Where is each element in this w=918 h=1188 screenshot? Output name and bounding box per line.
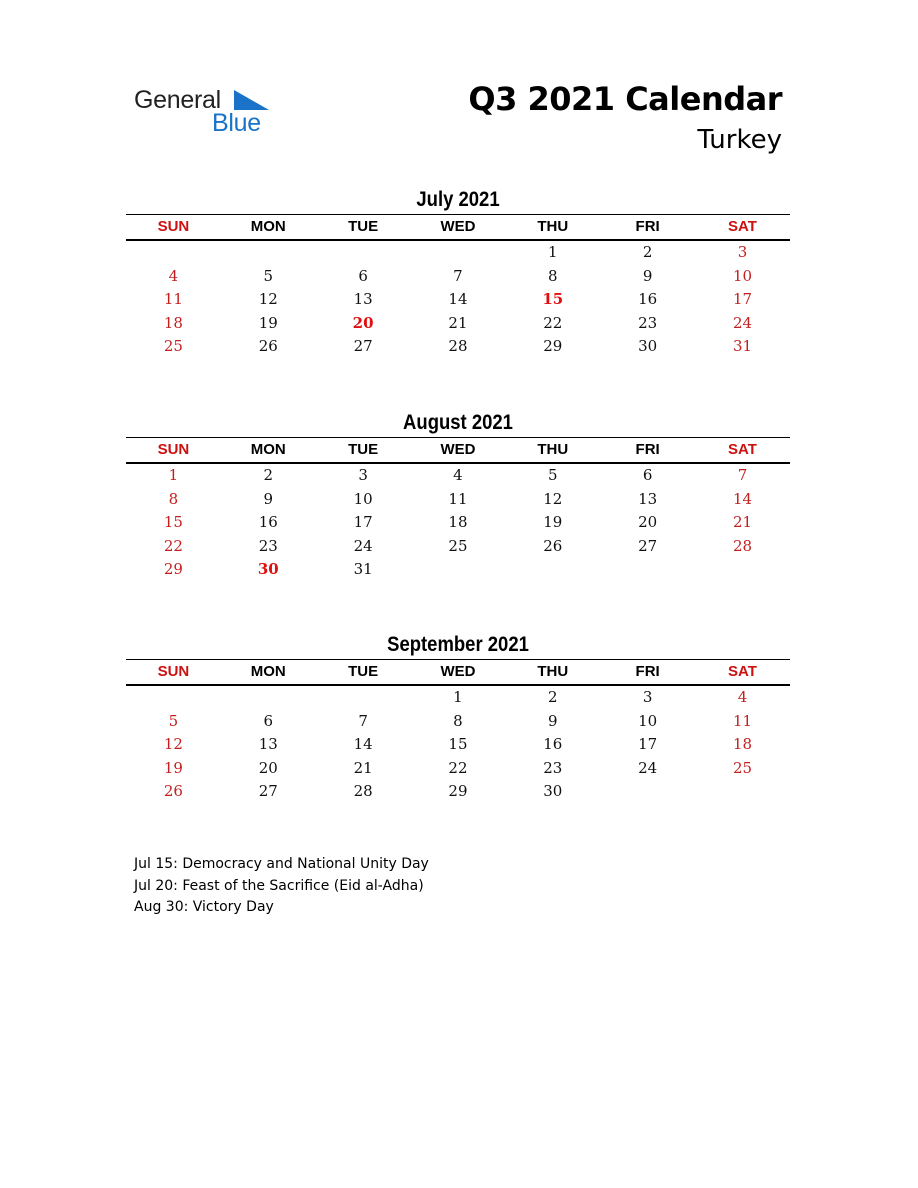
day-cell: 22	[448, 758, 468, 777]
week-row	[126, 710, 790, 734]
month-title: September 2021	[387, 633, 529, 656]
day-cell: 21	[732, 513, 753, 532]
month-july	[126, 187, 790, 359]
day-cell: 26	[163, 782, 183, 801]
day-cell: 9	[548, 711, 558, 730]
day-cell: 17	[353, 513, 373, 532]
day-cell: 6	[642, 466, 653, 484]
day-cell: 2	[263, 466, 274, 484]
day-cell: 15	[448, 735, 468, 754]
empty-day-cell	[411, 558, 506, 582]
day-cell: 8	[548, 266, 558, 285]
day-cell: 24	[353, 536, 373, 555]
empty-day-cell	[126, 241, 221, 265]
day-cell: 30	[543, 782, 563, 801]
weekday-sun: SUN	[157, 218, 190, 235]
day-cell: 30	[257, 560, 279, 579]
day-cell: 20	[638, 513, 658, 532]
day-cell: 14	[732, 489, 753, 508]
month-september	[126, 632, 790, 804]
month-august	[126, 410, 790, 582]
day-cell: 19	[163, 758, 183, 777]
week-row	[126, 464, 790, 488]
day-cell: 12	[163, 735, 183, 754]
day-cell: 29	[543, 337, 563, 356]
week-row	[126, 733, 790, 757]
page-title: Q3 2021 Calendar	[468, 80, 782, 118]
day-cell: 28	[732, 536, 753, 555]
day-cell: 6	[358, 266, 368, 285]
day-cell: 29	[163, 560, 183, 579]
week-row	[126, 288, 790, 312]
day-cell: 11	[448, 489, 468, 508]
day-cell: 10	[353, 489, 373, 508]
day-cell: 12	[258, 290, 278, 309]
empty-day-cell	[126, 686, 221, 710]
weekday-sun: SUN	[157, 663, 190, 680]
month-grid	[126, 241, 790, 359]
day-cell: 4	[453, 466, 463, 484]
weekday-header	[126, 214, 790, 241]
day-cell: 20	[258, 758, 278, 777]
day-cell: 5	[168, 711, 179, 730]
weekday-fri: FRI	[635, 218, 660, 235]
day-cell: 23	[638, 313, 658, 332]
day-cell: 23	[543, 758, 563, 777]
day-cell: 27	[638, 536, 658, 555]
day-cell: 21	[353, 758, 373, 777]
day-cell: 26	[258, 337, 278, 356]
day-cell: 7	[358, 711, 368, 730]
day-cell: 29	[448, 782, 468, 801]
day-cell: 25	[448, 536, 468, 555]
day-cell: 27	[258, 782, 278, 801]
week-row	[126, 241, 790, 265]
day-cell: 14	[448, 290, 468, 309]
day-cell: 5	[548, 466, 558, 484]
day-cell: 8	[168, 489, 179, 508]
weekday-fri: FRI	[635, 663, 660, 680]
day-cell: 8	[453, 711, 463, 730]
day-cell: 15	[163, 513, 183, 532]
month-grid	[126, 464, 790, 582]
weekday-mon: MON	[250, 663, 286, 680]
weekday-header	[126, 659, 790, 686]
weekday-header	[126, 437, 790, 464]
week-row	[126, 757, 790, 781]
day-cell: 6	[263, 711, 274, 730]
week-row	[126, 265, 790, 289]
day-cell: 17	[638, 735, 658, 754]
week-row	[126, 312, 790, 336]
day-cell: 1	[168, 466, 179, 484]
day-cell: 31	[732, 337, 753, 356]
day-cell: 13	[258, 735, 278, 754]
day-cell: 25	[732, 758, 753, 777]
week-row	[126, 535, 790, 559]
day-cell: 28	[353, 782, 373, 801]
day-cell: 1	[453, 688, 463, 706]
day-cell: 9	[263, 489, 274, 508]
week-row	[126, 780, 790, 804]
empty-day-cell	[221, 241, 316, 265]
day-cell: 30	[638, 337, 658, 356]
day-cell: 13	[353, 290, 373, 309]
logo-word-blue: Blue	[212, 109, 261, 137]
weekday-sat: SAT	[728, 441, 757, 458]
empty-day-cell	[316, 686, 411, 710]
day-cell: 18	[448, 513, 468, 532]
day-cell: 11	[732, 711, 753, 730]
day-cell: 2	[642, 243, 653, 261]
day-cell: 9	[642, 266, 653, 285]
day-cell: 3	[642, 688, 653, 706]
day-cell: 3	[358, 466, 368, 484]
weekday-sun: SUN	[157, 441, 190, 458]
empty-day-cell	[505, 558, 600, 582]
holiday-item: Aug 30: Victory Day	[134, 899, 274, 915]
day-cell: 18	[163, 313, 183, 332]
day-cell: 23	[258, 536, 278, 555]
week-row	[126, 488, 790, 512]
weekday-sat: SAT	[728, 663, 757, 680]
day-cell: 10	[732, 266, 753, 285]
day-cell: 1	[548, 243, 558, 261]
day-cell: 24	[638, 758, 658, 777]
day-cell: 12	[543, 489, 563, 508]
day-cell: 7	[737, 466, 748, 484]
empty-day-cell	[600, 558, 695, 582]
day-cell: 16	[638, 290, 658, 309]
weekday-wed: WED	[440, 218, 476, 235]
day-cell: 4	[168, 266, 179, 285]
day-cell: 5	[263, 266, 274, 285]
country-name: Turkey	[697, 125, 782, 155]
day-cell: 28	[448, 337, 468, 356]
day-cell: 22	[163, 536, 183, 555]
day-cell: 16	[258, 513, 278, 532]
day-cell: 14	[353, 735, 373, 754]
day-cell: 17	[732, 290, 753, 309]
weekday-tue: TUE	[348, 218, 379, 235]
generalblue-logo	[134, 86, 274, 138]
empty-day-cell	[221, 686, 316, 710]
day-cell: 18	[732, 735, 753, 754]
day-cell: 19	[258, 313, 278, 332]
day-cell: 2	[548, 688, 558, 706]
month-grid	[126, 686, 790, 804]
empty-day-cell	[411, 241, 506, 265]
holiday-list	[134, 854, 429, 919]
day-cell: 19	[543, 513, 563, 532]
weekday-sat: SAT	[728, 218, 757, 235]
day-cell: 21	[448, 313, 468, 332]
day-cell: 4	[737, 688, 748, 706]
holiday-item: Jul 20: Feast of the Sacrifice (Eid al-Adha)	[134, 877, 424, 894]
day-cell: 25	[163, 337, 183, 356]
day-cell: 13	[638, 489, 658, 508]
day-cell: 3	[737, 243, 748, 261]
week-row	[126, 686, 790, 710]
empty-day-cell	[695, 780, 790, 804]
weekday-fri: FRI	[635, 441, 660, 458]
day-cell: 31	[353, 560, 373, 579]
weekday-wed: WED	[440, 663, 476, 680]
empty-day-cell	[316, 241, 411, 265]
day-cell: 22	[543, 313, 563, 332]
logo-word-general: General	[134, 86, 221, 114]
day-cell: 16	[543, 735, 563, 754]
week-row	[126, 335, 790, 359]
empty-day-cell	[695, 558, 790, 582]
day-cell: 10	[638, 711, 658, 730]
weekday-thu: THU	[537, 441, 569, 458]
weekday-tue: TUE	[348, 441, 379, 458]
weekday-thu: THU	[537, 218, 569, 235]
logo-triangle-icon	[234, 90, 269, 110]
week-row	[126, 558, 790, 582]
day-cell: 11	[163, 290, 183, 309]
month-title: August 2021	[403, 411, 513, 434]
day-cell: 26	[543, 536, 563, 555]
weekday-tue: TUE	[348, 663, 379, 680]
holiday-item: Jul 15: Democracy and National Unity Day	[134, 856, 429, 872]
weekday-mon: MON	[250, 441, 286, 458]
week-row	[126, 511, 790, 535]
day-cell: 7	[453, 266, 463, 285]
day-cell: 20	[352, 313, 374, 332]
day-cell: 15	[542, 290, 564, 309]
weekday-thu: THU	[537, 663, 569, 680]
weekday-mon: MON	[250, 218, 286, 235]
empty-day-cell	[600, 780, 695, 804]
month-title: July 2021	[416, 188, 500, 211]
day-cell: 27	[353, 337, 373, 356]
weekday-wed: WED	[440, 441, 476, 458]
day-cell: 24	[732, 313, 753, 332]
